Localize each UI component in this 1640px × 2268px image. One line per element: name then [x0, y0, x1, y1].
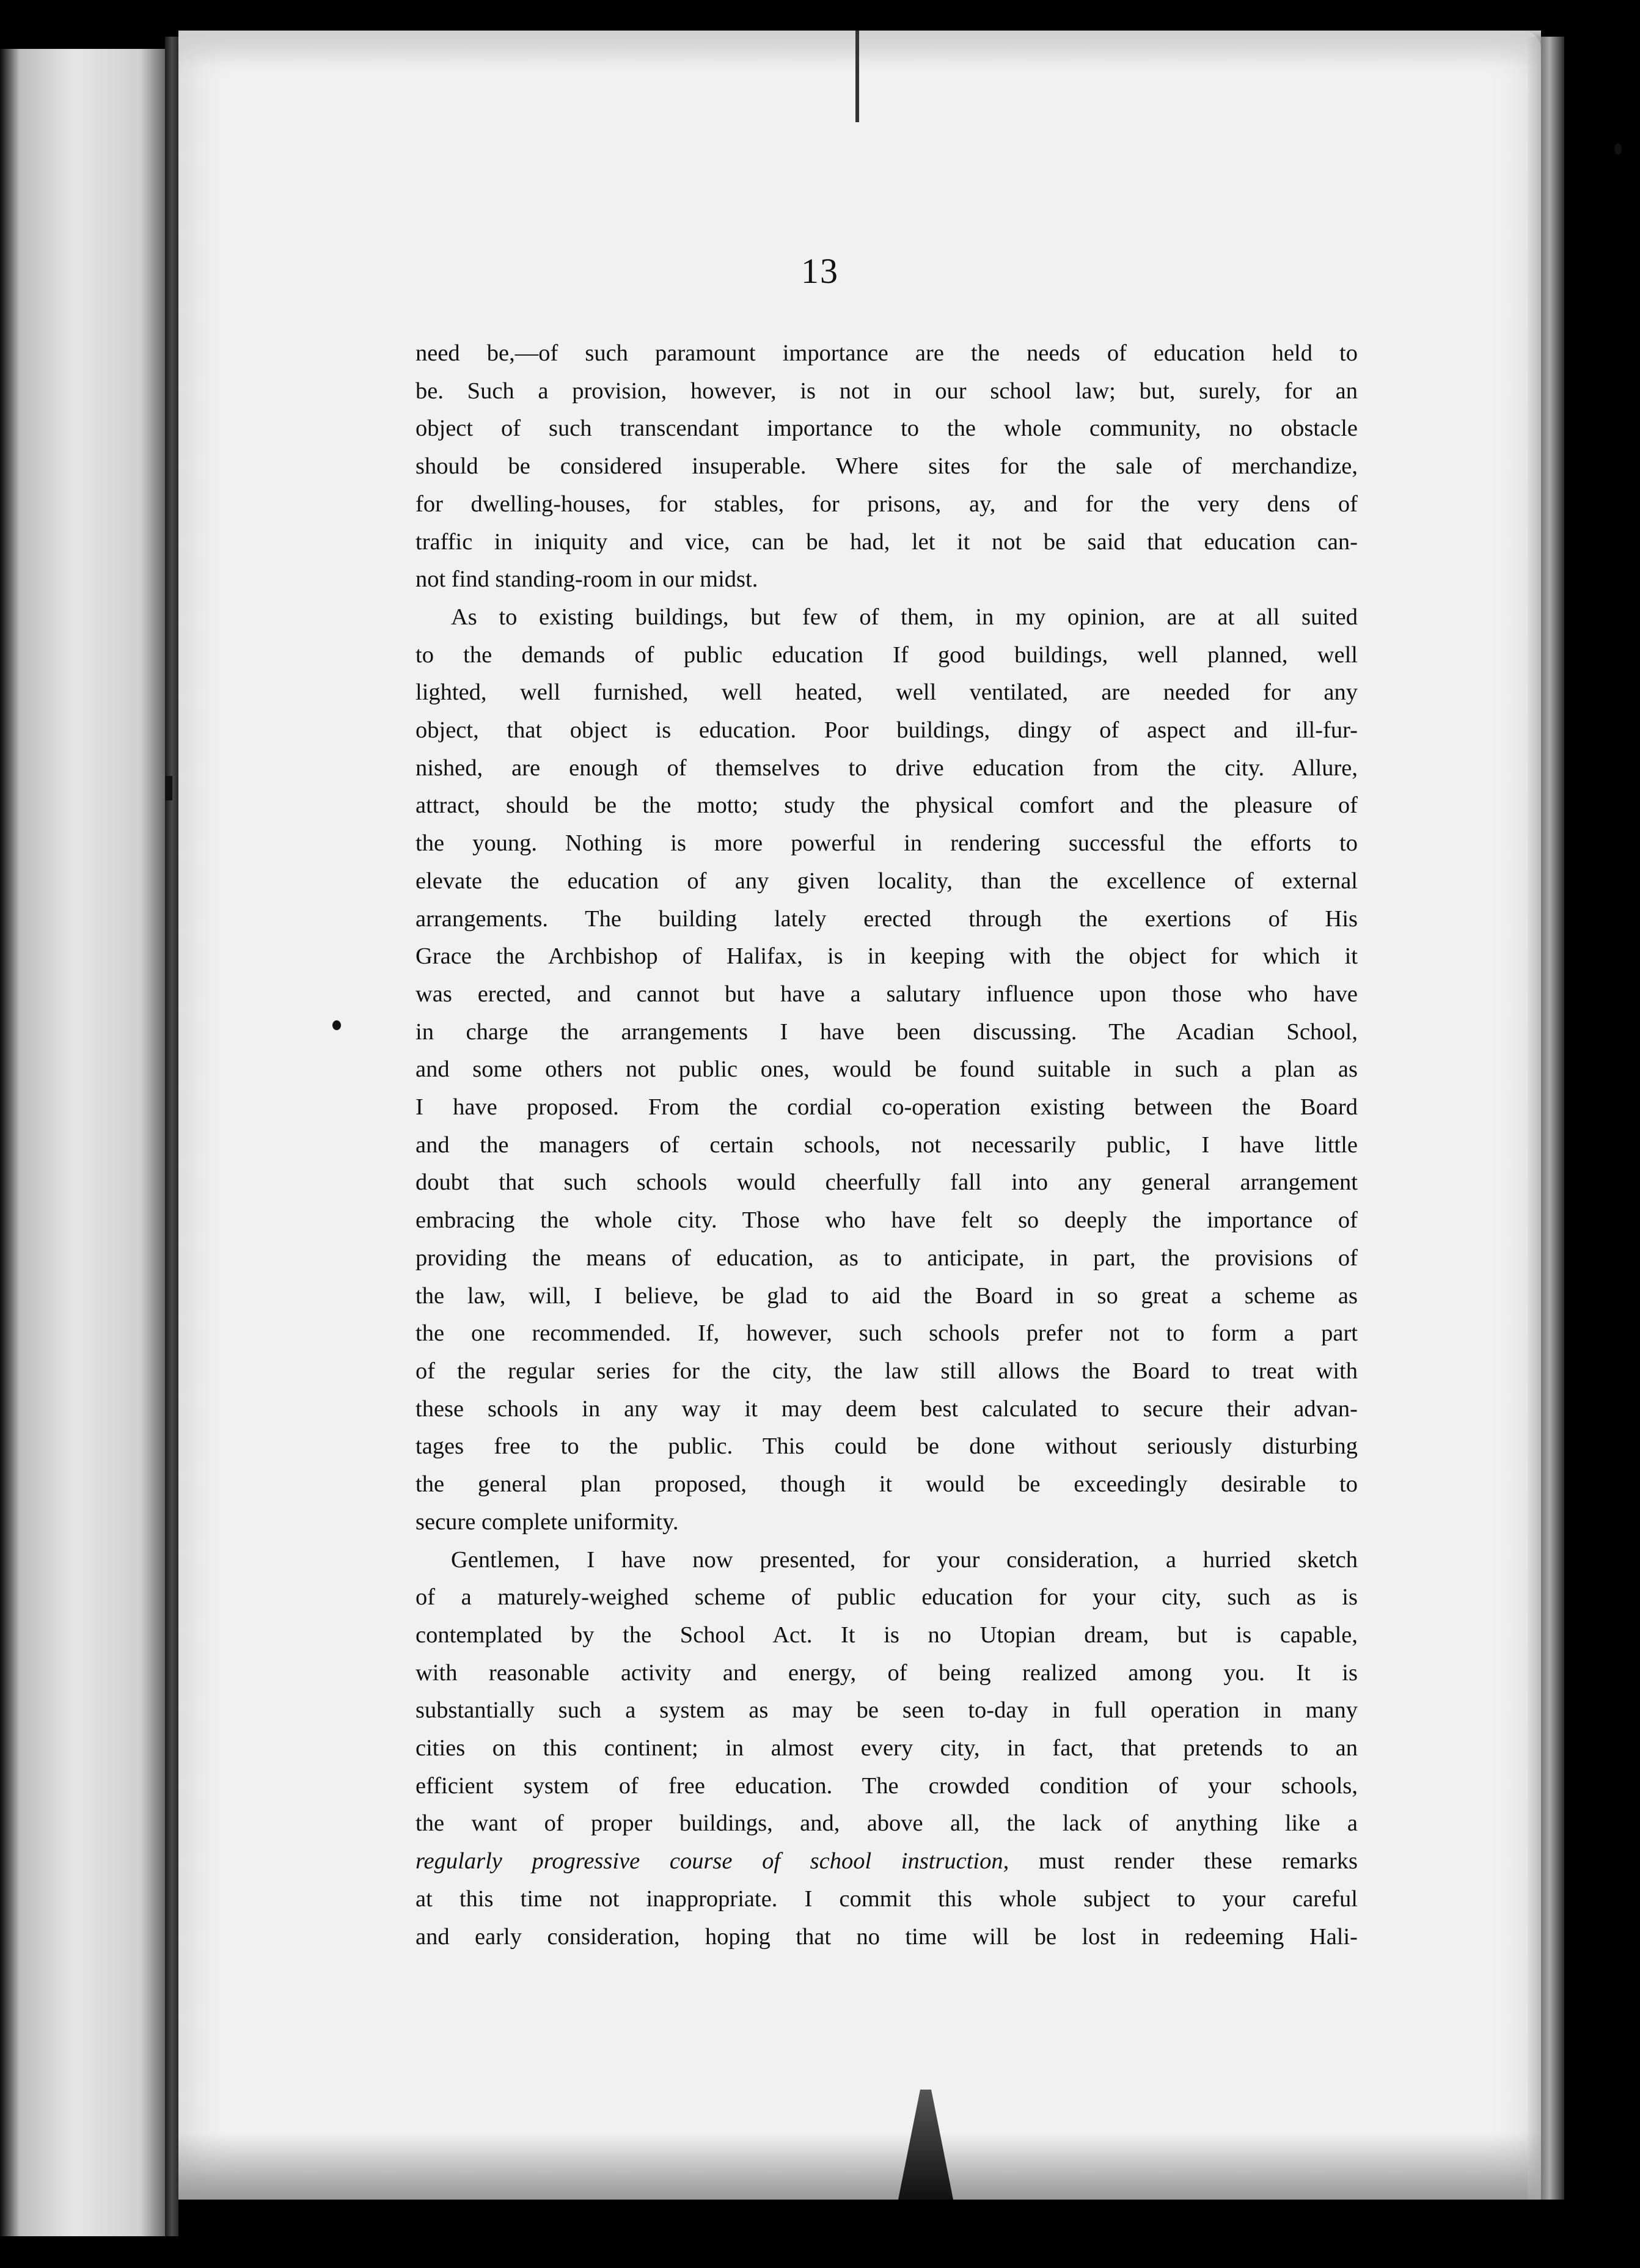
text-line: should be considered insuperable. Where sites for the sale of merchandize, [415, 453, 1358, 480]
page-tear-top [855, 31, 859, 122]
text-line: As to existing buildings, but few of them, in my opinion, are at all suited [451, 604, 1358, 630]
book-gutter [165, 37, 178, 2236]
text-line: substantially such a system as may be seen to-day in full operation in many [415, 1697, 1358, 1724]
text-line: of a maturely-weighed scheme of public education for your city, such as is [415, 1584, 1358, 1611]
text-line: and the managers of certain schools, not necessarily public, I have little [415, 1132, 1358, 1158]
text-line: providing the means of education, as to anticipate, in part, the provisions of [415, 1245, 1358, 1271]
text-line: efficient system of free education. The crowded condition of your schools, [415, 1772, 1358, 1799]
text-line: and some others not public ones, would be found suitable in such a plan as [415, 1056, 1358, 1083]
text-line: traffic in iniquity and vice, can be had, let it not be said that education can- [415, 529, 1358, 555]
text-line: to the demands of public education If good buildings, well planned, well [415, 642, 1358, 668]
text-line: object, that object is education. Poor buildings, dingy of aspect and ill-fur- [415, 717, 1358, 744]
text-line: the want of proper buildings, and, above all, the lack of anything like a [415, 1810, 1358, 1837]
text-line: the law, will, I believe, be glad to aid the Board in so great a scheme as [415, 1282, 1358, 1309]
text-line: embracing the whole city. Those who have felt so deeply the importance of [415, 1207, 1358, 1234]
text-line: secure complete uniformity. [415, 1509, 679, 1535]
text-line: with reasonable activity and energy, of being realized among you. It is [415, 1659, 1358, 1686]
text-line: cities on this continent; in almost every city, in fact, that pretends to an [415, 1735, 1358, 1761]
page-number: 13 [801, 251, 839, 291]
text-line: object of such transcendant importance to the whole community, no obstacle [415, 415, 1358, 442]
body-text [415, 335, 1358, 1956]
text-line: I have proposed. From the cordial co-operation existing between the Board [415, 1094, 1358, 1121]
text-line: Grace the Archbishop of Halifax, is in keeping with the object for which it [415, 943, 1358, 970]
ink-speck [165, 776, 172, 800]
text-line: the general plan proposed, though it would be exceedingly desirable to [415, 1471, 1358, 1498]
facing-page-edge [0, 49, 165, 2236]
text-line-remainder: must render these remarks [1038, 1848, 1358, 1875]
page-edge-wear [1528, 37, 1564, 2200]
text-line: not find standing-room in our midst. [415, 566, 758, 593]
text-line: attract, should be the motto; study the physical comfort and the pleasure of [415, 792, 1358, 819]
text-line: for dwelling-houses, for stables, for prisons, ay, and for the very dens of [415, 491, 1358, 517]
text-line: nished, are enough of themselves to drive education from the city. Allure, [415, 755, 1358, 781]
text-line: tages free to the public. This could be done without seriously disturbing [415, 1433, 1358, 1460]
ink-speck [1614, 144, 1622, 155]
text-line: in charge the arrangements I have been discussing. The Acadian School, [415, 1019, 1358, 1045]
ink-speck [332, 1020, 341, 1030]
text-line: the one recommended. If, however, such schools prefer not to form a part [415, 1320, 1358, 1347]
text-line: the young. Nothing is more powerful in rendering successful the efforts to [415, 830, 1358, 857]
text-line: need be,—of such paramount importance are the needs of education held to [415, 340, 1358, 366]
text-line: contemplated by the School Act. It is no Utopian dream, but is capable, [415, 1622, 1358, 1648]
text-line: arrangements. The building lately erected through the exertions of His [415, 905, 1358, 932]
text-line: elevate the education of any given locality, than the excellence of external [415, 868, 1358, 894]
text-line: was erected, and cannot but have a salutary influence upon those who have [415, 981, 1358, 1007]
text-line: Gentlemen, I have now presented, for your consideration, a hurried sketch [451, 1546, 1358, 1573]
text-line: these schools in any way it may deem best calculated to secure their advan- [415, 1396, 1358, 1422]
text-line-with-italic [415, 1843, 1358, 1881]
text-line: at this time not inappropriate. I commit this whole subject to your careful [415, 1886, 1358, 1912]
text-line: of the regular series for the city, the law still allows the Board to treat with [415, 1358, 1358, 1384]
text-line: and early consideration, hoping that no time will be lost in redeeming Hali- [415, 1923, 1358, 1950]
text-line: doubt that such schools would cheerfully fall into any general arrangement [415, 1169, 1358, 1196]
text-line: be. Such a provision, however, is not in our school law; but, surely, for an [415, 378, 1358, 404]
text-line: lighted, well furnished, well heated, well ventilated, are needed for any [415, 679, 1358, 706]
italic-phrase: regularly progressive course of school instruction, [415, 1848, 1009, 1875]
